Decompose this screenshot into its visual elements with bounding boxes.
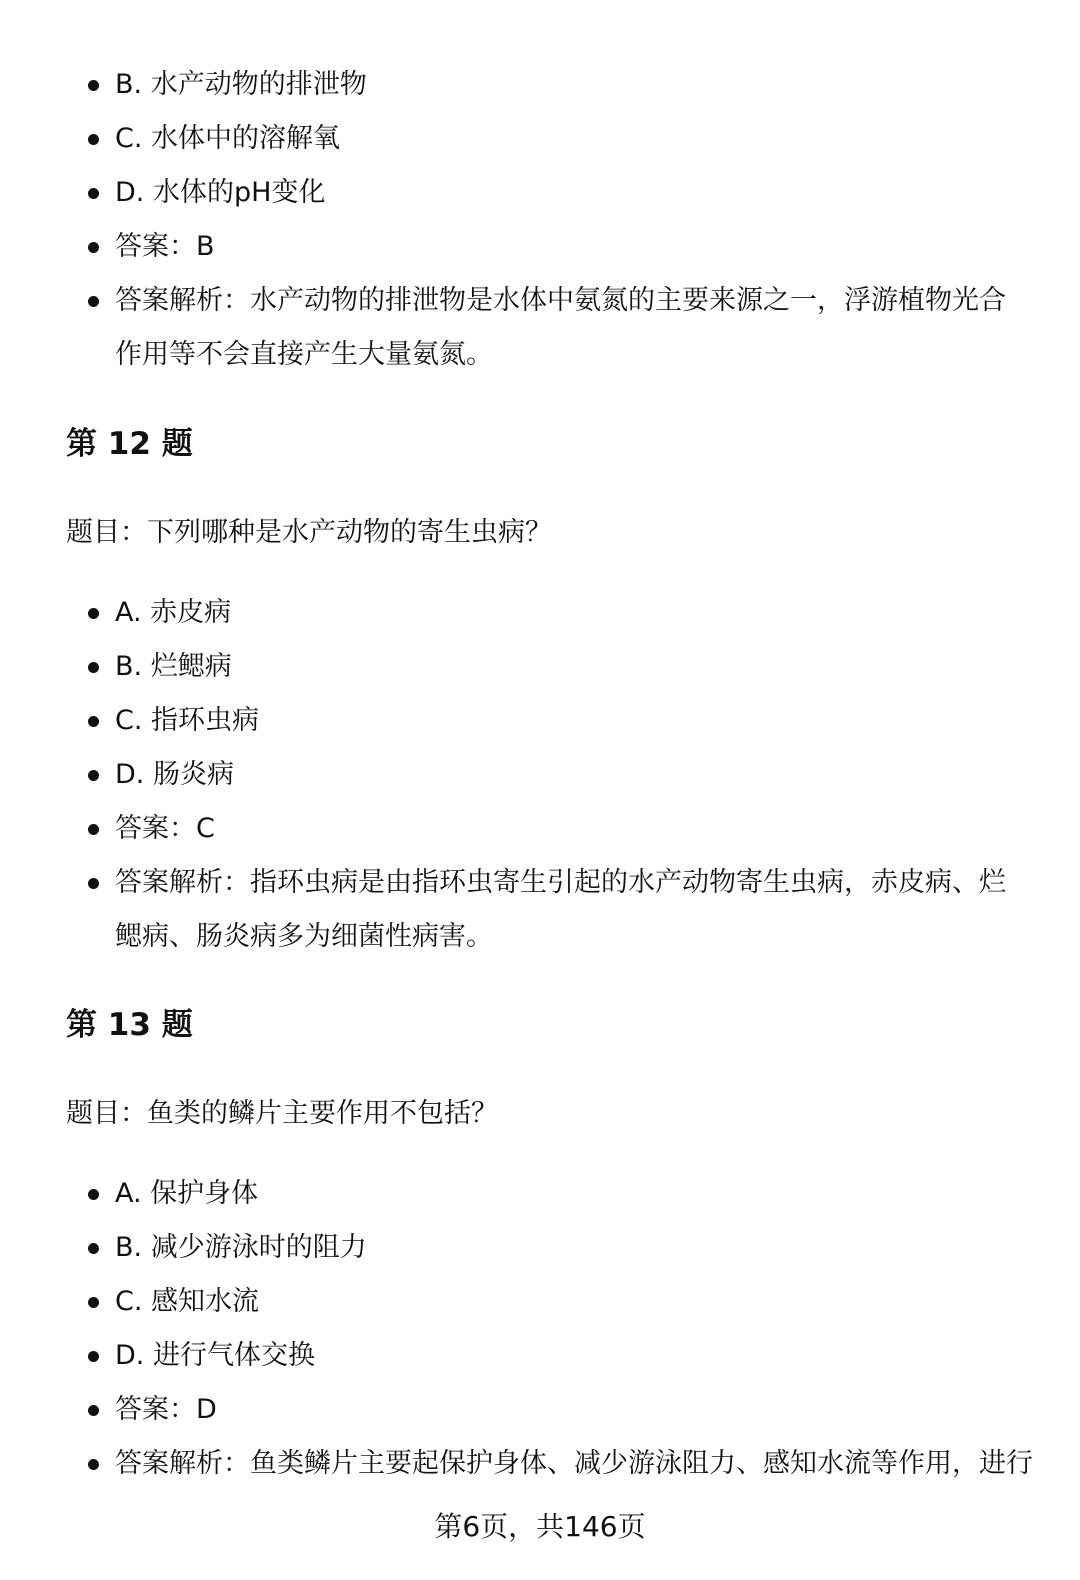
bullet-icon xyxy=(88,662,99,673)
explanation-text: 答案解析：鱼类鳞片主要起保护身体、减少游泳阻力、感知水流等作用，进行 xyxy=(115,1448,1033,1479)
question-13-options xyxy=(0,1167,1080,1491)
option-text: A. 赤皮病 xyxy=(115,597,232,628)
option-list xyxy=(0,58,1080,382)
question-11-tail xyxy=(0,58,1080,382)
list-item xyxy=(0,58,1080,112)
explanation-text: 答案解析：指环虫病是由指环虫寄生引起的水产动物寄生虫病，赤皮病、烂鳃病、肠炎病多为细菌性病害。 xyxy=(115,867,1006,952)
bullet-icon xyxy=(88,1459,99,1470)
list-item xyxy=(0,166,1080,220)
question-12-options xyxy=(0,586,1080,964)
answer-text: 答案：D xyxy=(115,1394,217,1425)
bullet-icon xyxy=(88,1351,99,1362)
option-text: B. 减少游泳时的阻力 xyxy=(115,1232,367,1263)
option-text: D. 进行气体交换 xyxy=(115,1340,315,1371)
bullet-icon xyxy=(88,770,99,781)
option-text: C. 水体中的溶解氧 xyxy=(115,123,341,154)
option-text: D. 水体的pH变化 xyxy=(115,177,326,208)
bullet-icon xyxy=(88,608,99,619)
bullet-icon xyxy=(88,134,99,145)
bullet-icon xyxy=(88,1405,99,1416)
list-item xyxy=(0,1275,1080,1329)
bullet-icon xyxy=(88,824,99,835)
option-list xyxy=(0,586,1080,964)
list-item xyxy=(0,802,1080,856)
answer-text: 答案：C xyxy=(115,813,215,844)
list-item xyxy=(0,112,1080,166)
option-text: B. 水产动物的排泄物 xyxy=(115,69,367,100)
list-item xyxy=(0,856,1080,964)
list-item xyxy=(0,586,1080,640)
option-text: D. 肠炎病 xyxy=(115,759,234,790)
question-12-prompt: 题目：下列哪种是水产动物的寄生虫病？ xyxy=(66,517,552,548)
bullet-icon xyxy=(88,878,99,889)
question-12-heading: 第 12 题 xyxy=(66,426,193,462)
list-item xyxy=(0,1383,1080,1437)
list-item xyxy=(0,274,1080,382)
bullet-icon xyxy=(88,242,99,253)
list-item xyxy=(0,220,1080,274)
list-item xyxy=(0,1167,1080,1221)
question-13-prompt: 题目：鱼类的鳞片主要作用不包括？ xyxy=(66,1098,498,1129)
option-text: C. 感知水流 xyxy=(115,1286,260,1317)
list-item xyxy=(0,1437,1080,1491)
list-item xyxy=(0,1221,1080,1275)
bullet-icon xyxy=(88,1297,99,1308)
bullet-icon xyxy=(88,296,99,307)
bullet-icon xyxy=(88,188,99,199)
list-item xyxy=(0,640,1080,694)
bullet-icon xyxy=(88,1243,99,1254)
bullet-icon xyxy=(88,1189,99,1200)
list-item xyxy=(0,694,1080,748)
bullet-icon xyxy=(88,80,99,91)
answer-text: 答案：B xyxy=(115,231,215,262)
list-item xyxy=(0,1329,1080,1383)
list-item xyxy=(0,748,1080,802)
option-text: B. 烂鳃病 xyxy=(115,651,232,682)
option-text: C. 指环虫病 xyxy=(115,705,260,736)
option-text: A. 保护身体 xyxy=(115,1178,259,1209)
option-list xyxy=(0,1167,1080,1491)
page-number: 第6页，共146页 xyxy=(434,1510,646,1543)
bullet-icon xyxy=(88,716,99,727)
question-13-heading: 第 13 题 xyxy=(66,1007,193,1043)
explanation-text: 答案解析：水产动物的排泄物是水体中氨氮的主要来源之一，浮游植物光合作用等不会直接产生大量氨氮。 xyxy=(115,285,1006,370)
